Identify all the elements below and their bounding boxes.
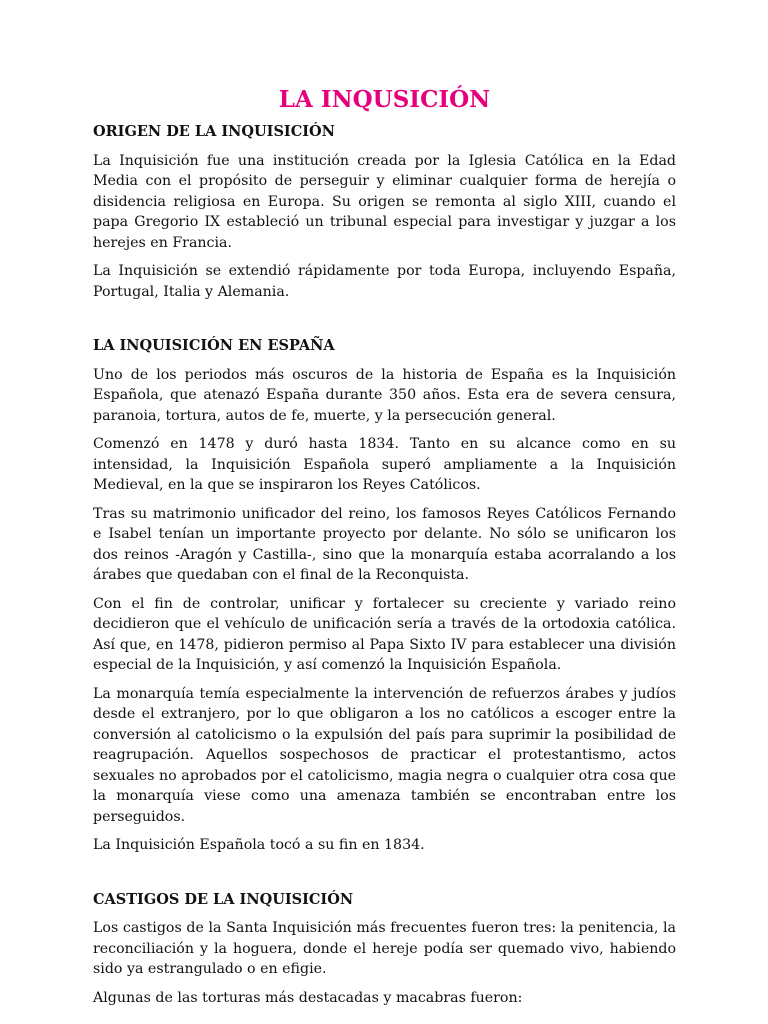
section-heading: ORIGEN DE LA INQUISICIÓN [93, 123, 335, 140]
paragraph: La Inquisición Española tocó a su fin en 1834. [93, 837, 425, 853]
paragraph: Uno de los periodos más oscuros de la historia de España es la Inquisición Española, que atenazó España durante 350 años. Esta era de severa censura, paranoia, tortura, autos de fe, muerte, y la persecución general. [93, 366, 676, 424]
paragraph: La monarquía temía especialmente la intervención de refuerzos árabes y judíos desde el extranjero, por lo que obligaron a los no católicos a escoger entre la conversión al catolicismo o la expulsión del país para suprimir la posibilidad de reagrupación. Aquellos sospechosos de practicar el protestantismo, actos sexuales no aprobados por el catolicismo, magia negra o cualquier otra cosa que la monarquía viese como una amenaza también se encontraban entre los perseguidos. [93, 685, 676, 825]
section-origen [93, 122, 676, 302]
section-castigos [93, 890, 676, 1009]
document-page [93, 84, 676, 1016]
section-heading: CASTIGOS DE LA INQUISICIÓN [93, 890, 354, 908]
paragraph: Comenzó en 1478 y duró hasta 1834. Tanto en su alcance como en su intensidad, la Inquisición Española superó ampliamente a la Inquisición Medieval, en la que se inspiraron los Reyes Católicos. [93, 436, 676, 493]
document-title: LA INQUSICIÓN [278, 86, 491, 113]
section-heading: LA INQUISICIÓN EN ESPAÑA [93, 337, 335, 354]
paragraph: Algunas de las torturas más destacadas y macabras fueron: [93, 989, 523, 1006]
paragraph: La Inquisición fue una institución creada por la Iglesia Católica en la Edad Media con el propósito de perseguir y eliminar cualquier forma de herejía o disidencia religiosa en Europa. Su origen se remonta al siglo XIII, cuando el papa Gregorio IX estableció un tribunal especial para investigar y juzgar a los herejes en Francia. [93, 152, 676, 251]
paragraph: Los castigos de la Santa Inquisición más frecuentes fueron tres: la penitencia, la reconciliación y la hoguera, donde el hereje podía ser quemado vivo, habiendo sido ya estrangulado o en efigie. [93, 920, 676, 977]
paragraph: Tras su matrimonio unificador del reino, los famosos Reyes Católicos Fernando e Isabel tenían un importante proyecto por delante. No sólo se unificaron los dos reinos -Aragón y Castilla-, sino que la monarquía estaba acorralando a los árabes que quedaban con el final de la Reconquista. [93, 505, 676, 583]
section-espana [93, 336, 676, 856]
paragraph: Con el fin de controlar, unificar y fortalecer su creciente y variado reino decidieron que el vehículo de unificación sería a través de la ortodoxia católica. Así que, en 1478, pidieron permiso al Papa Sixto IV para establecer una división especial de la Inquisición, y así comenzó la Inquisición Española. [93, 595, 676, 673]
paragraph: La Inquisición se extendió rápidamente por toda Europa, incluyendo España, Portugal, Italia y Alemania. [93, 263, 676, 300]
